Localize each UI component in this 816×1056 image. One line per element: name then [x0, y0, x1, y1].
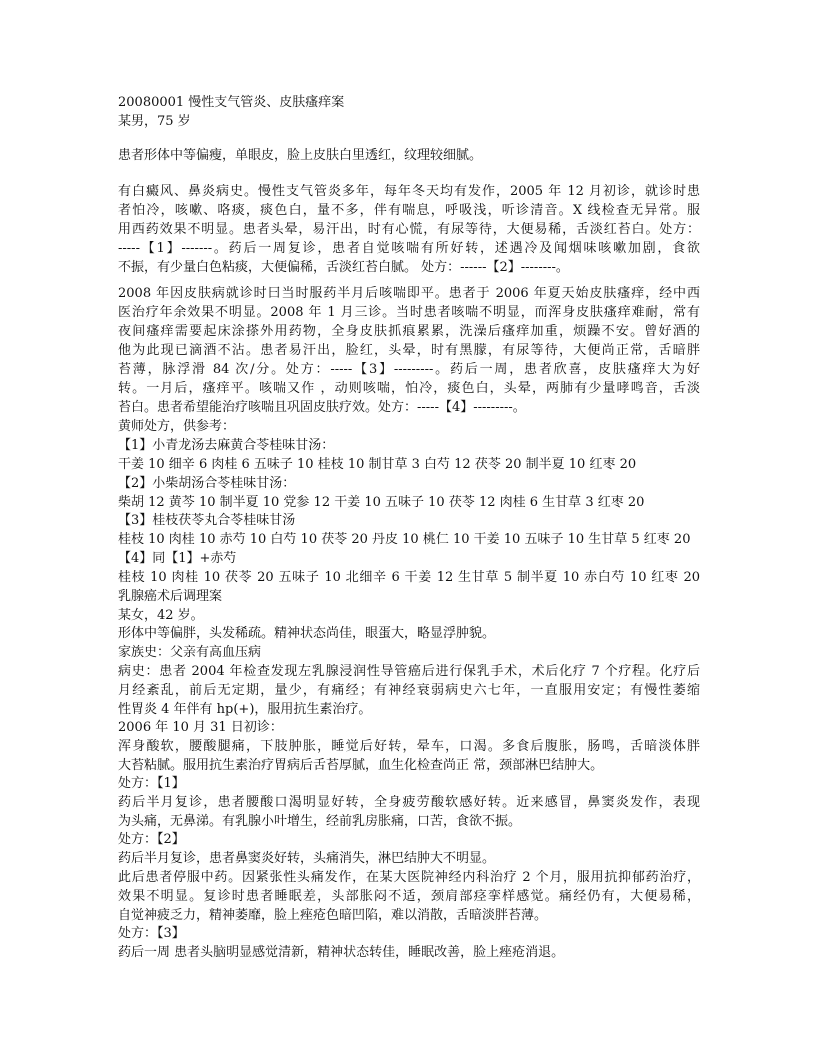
text-line: 为头痛，无鼻涕。有乳腺小叶增生，经前乳房胀痛，口苦，食欲不振。 [118, 814, 522, 829]
text-line: 效果不明显。复诊时患者睡眠差，头部胀闷不适，颈肩部痉挛样感觉。痛经仍有，大便易稀， [118, 889, 700, 904]
text-line: 柴胡 12 黄芩 10 制半夏 10 党参 12 干姜 10 五味子 10 茯苓 12 肉桂 6 生甘草 3 红枣 20 [118, 495, 645, 510]
text-line: 2008 年因皮肤病就诊时曰当时服药半月后咳喘即平。患者于 2006 年夏天始皮肤瘙痒，经中西 [118, 286, 700, 301]
text-line: 医治疗年余效果不明显。2008 年 1 月三诊。当时患者咳喘不明显，而浑身皮肤瘙痒难耐，常有 [118, 305, 700, 320]
text-line: 【4】同【1】+赤芍 [118, 551, 237, 566]
text-line: 2006 年 10 月 31 日初诊： [118, 720, 283, 735]
text-line: 苔白。患者希望能治疗咳喘且巩固皮肤疗效。处方：-----【4】---------。 [118, 400, 526, 415]
text-line: 药后半月复诊，患者鼻窦炎好转，头痛消失，淋巴结肿大不明显。 [118, 851, 496, 866]
text-line: 某女，42 岁。 [118, 608, 204, 623]
text-line: 家族史：父亲有高血压病 [118, 645, 262, 660]
text-line: 患者形体中等偏瘦，单眼皮，脸上皮肤白里透红，纹理较细腻。 [118, 148, 483, 163]
text-line: 病史：患者 2004 年检查发现左乳腺浸润性导管癌后进行保乳手术，术后化疗 7 个疗程。化疗后 [118, 664, 700, 679]
text-line: 【1】小青龙汤去麻黄合苓桂味甘汤： [118, 438, 335, 453]
text-line: 形体中等偏胖，头发稀疏。精神状态尚佳，眼蛋大，略显浮肿貌。 [118, 626, 496, 641]
text-line: 大苔粘腻。服用抗生素治疗胃病后舌苔厚腻，血生化检查尚正 常，颈部淋巴结肿大。 [118, 758, 604, 773]
text-line: 性胃炎 4 年伴有 hp(+)，服用抗生素治疗。 [118, 702, 372, 717]
text-line: 自觉神疲乏力，精神萎靡，脸上痤疮色暗凹陷，难以消散，舌暗淡胖苔薄。 [118, 908, 548, 923]
text-line: 他为此现已滴酒不沾。患者易汗出，脸红，头晕，时有黑朦，有尿等待，大便尚正常，舌暗胖 [118, 343, 700, 358]
text-line: 处方：【3】 [118, 926, 185, 941]
text-line: 【3】桂枝茯苓丸合苓桂味甘汤 [118, 513, 296, 528]
text-line: 不振，有少量白色粘痰，大便偏稀，舌淡红苔白腻。 处方：------【2】--------。 [118, 260, 569, 275]
text-line: 月经紊乱，前后无定期，量少，有痛经；有神经衰弱病史六七年，一直服用安定；有慢性萎缩 [118, 683, 700, 698]
text-line: 转。一月后，瘙痒平。咳喘又作 ，动则咳喘，怕冷，痰色白，头晕，两肺有少量哮鸣音，舌淡 [118, 381, 700, 396]
text-line: 苔薄，脉浮滑 84 次/分。处方：-----【3】---------。药后一周，患者欣喜，皮肤瘙痒大为好 [118, 362, 700, 377]
case-title-line: 20080001 慢性支气管炎、皮肤瘙痒案 [118, 95, 345, 110]
text-line: 处方：【2】 [118, 832, 185, 847]
text-line: 此后患者停服中药。因紧张性头痛发作，在某大医院神经内科治疗 2 个月，服用抗抑郁药治疗， [118, 870, 700, 885]
text-line: 桂枝 10 肉桂 10 赤芍 10 白芍 10 茯苓 20 丹皮 10 桃仁 10 干姜 10 五味子 10 生甘草 5 红枣 20 [118, 532, 691, 547]
text-line: 夜间瘙痒需要起床涂搽外用药物，全身皮肤抓痕累累，洗澡后瘙痒加重，烦躁不安。曾好酒的 [118, 324, 700, 339]
text-line: 用西药效果不明显。患者头晕，易汗出，时有心慌，有尿等待，大便易稀，舌淡红苔白。处方： [118, 222, 700, 237]
text-line: 浑身酸软，腰酸腿痛，下肢肿胀，睡觉后好转，晕车，口渴。多食后腹胀，肠鸣，舌暗淡体胖 [118, 739, 700, 754]
text-line: 【2】小柴胡汤合苓桂味甘汤： [118, 476, 296, 491]
text-line: 桂枝 10 肉桂 10 茯苓 20 五味子 10 北细辛 6 干姜 12 生甘草 5 制半夏 10 赤白芍 10 红枣 20 [118, 570, 700, 585]
text-line: 药后半月复诊，患者腰酸口渴明显好转，全身疲劳酸软感好转。近来感冒，鼻窦炎发作，表现 [118, 795, 700, 810]
text-line: 干姜 10 细辛 6 肉桂 6 五味子 10 桂枝 10 制甘草 3 白芍 12 茯苓 20 制半夏 10 红枣 20 [118, 457, 637, 472]
text-line: 黄师处方，供参考： [118, 419, 236, 434]
text-line: 处方：【1】 [118, 776, 185, 791]
text-line: 药后一周 患者头脑明显感觉清新，精神状态转佳，睡眠改善，脸上痤疮消退。 [118, 945, 565, 960]
text-line: -----【1】-------。药后一周复诊，患者自觉咳喘有所好转，述遇冷及闻烟味咳嗽加剧，食欲 [118, 241, 700, 256]
text-line: 某男，75 岁 [118, 114, 191, 129]
text-line: 有白癜风、鼻炎病史。慢性支气管炎多年，每年冬天均有发作，2005 年 12 月初诊，就诊时患 [118, 184, 700, 199]
text-line: 者怕冷，咳嗽、咯痰，痰色白，量不多，伴有喘息，呼吸浅，听诊清音。X 线检查无异常。服 [118, 203, 700, 218]
case-title-line: 乳腺癌术后调理案 [118, 589, 223, 604]
